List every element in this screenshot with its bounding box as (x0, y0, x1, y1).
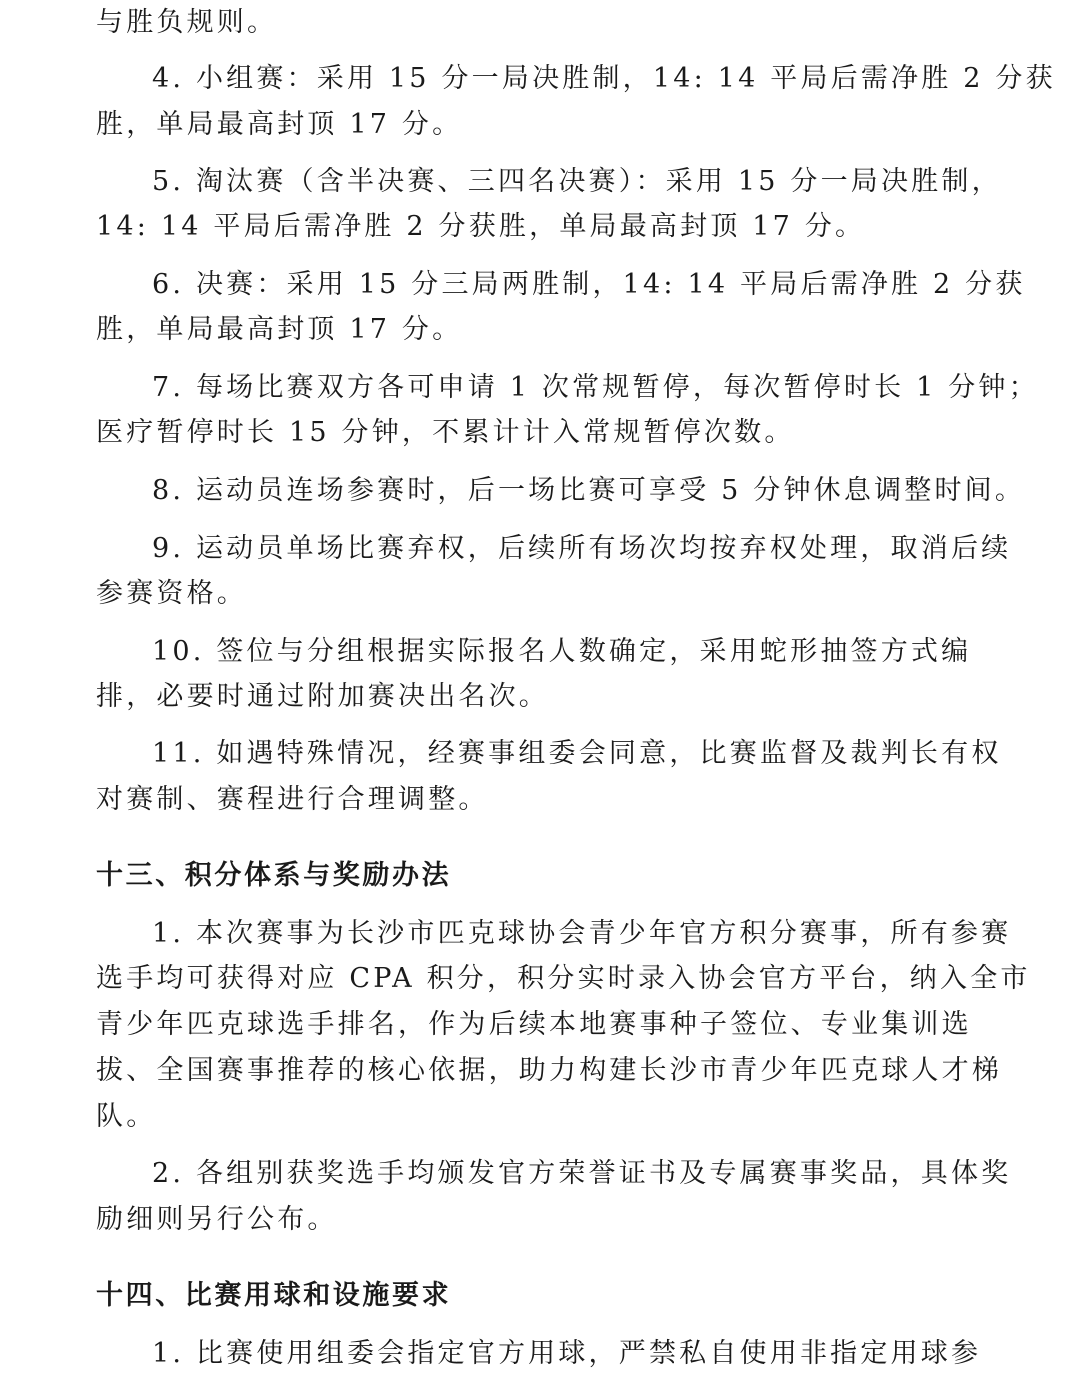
rule-7-line-2: 医疗暂停时长 15 分钟，不累计计入常规暂停次数。 (96, 417, 795, 448)
points-1-line-3: 青少年匹克球选手排名，作为后续本地赛事种子签位、专业集训选 (96, 1009, 972, 1040)
rule-11-line-1: 11. 如遇特殊情况，经赛事组委会同意，比赛监督及裁判长有权 (152, 738, 1002, 769)
rule-8-line-1: 8. 运动员连场参赛时，后一场比赛可享受 5 分钟休息调整时间。 (152, 475, 1026, 506)
rule-5-line-1: 5. 淘汰赛（含半决赛、三四名决赛）：采用 15 分一局决胜制， (152, 166, 1002, 197)
rule-6-line-1: 6. 决赛：采用 15 分三局两胜制，14: 14 平局后需净胜 2 分获 (152, 269, 1026, 300)
rule-10-line-1: 10. 签位与分组根据实际报名人数确定，采用蛇形抽签方式编 (152, 636, 972, 667)
points-2-line-1: 2. 各组别获奖选手均颁发官方荣誉证书及专属赛事奖品，具体奖 (152, 1158, 1012, 1189)
rule-11-line-2: 对赛制、赛程进行合理调整。 (96, 784, 489, 815)
rule-6-line-2: 胜，单局最高封顶 17 分。 (96, 314, 463, 345)
rule-7-line-1: 7. 每场比赛双方各可申请 1 次常规暂停，每次暂停时长 1 分钟； (152, 372, 1039, 403)
points-1-line-4: 拔、全国赛事推荐的核心依据，助力构建长沙市青少年匹克球人才梯 (96, 1055, 1002, 1086)
equipment-1-line-1: 1. 比赛使用组委会指定官方用球，严禁私自使用非指定用球参 (152, 1338, 982, 1369)
points-1-line-2: 选手均可获得对应 CPA 积分，积分实时录入协会官方平台，纳入全市 (96, 963, 1031, 994)
rule-9-line-2: 参赛资格。 (96, 578, 247, 609)
rule-10-line-2: 排，必要时通过附加赛决出名次。 (96, 681, 549, 712)
points-1-line-1: 1. 本次赛事为长沙市匹克球协会青少年官方积分赛事，所有参赛 (152, 918, 1012, 949)
rule-5-line-2: 14: 14 平局后需净胜 2 分获胜，单局最高封顶 17 分。 (96, 211, 866, 242)
points-1-line-5: 队。 (96, 1101, 157, 1132)
points-2-line-2: 励细则另行公布。 (96, 1204, 338, 1235)
section-heading-13: 十三、积分体系与奖励办法 (96, 860, 452, 891)
rule-4-line-2: 胜，单局最高封顶 17 分。 (96, 109, 463, 140)
section-heading-14: 十四、比赛用球和设施要求 (96, 1280, 452, 1311)
rule-9-line-1: 9. 运动员单场比赛弃权，后续所有场次均按弃权处理，取消后续 (152, 533, 1012, 564)
rule-4-line-1: 4. 小组赛：采用 15 分一局决胜制，14: 14 平局后需净胜 2 分获 (152, 63, 1056, 94)
text-line: 与胜负规则。 (96, 7, 278, 38)
